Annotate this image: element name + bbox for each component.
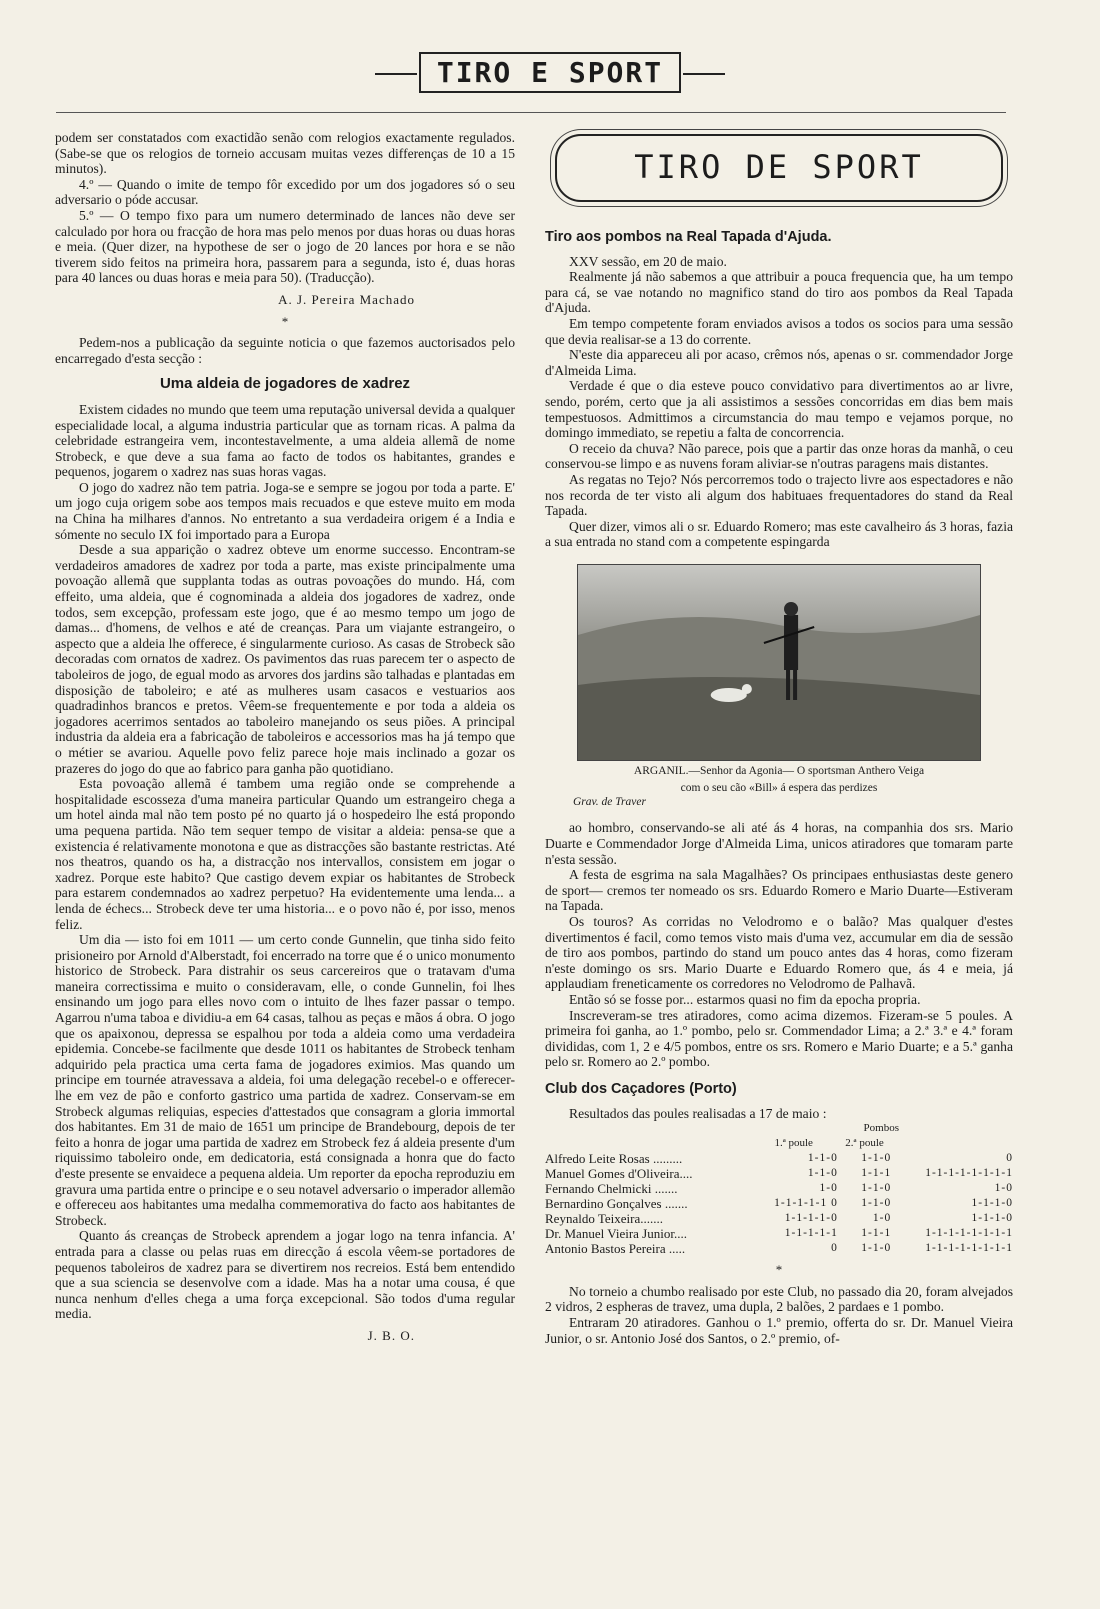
poule-result: 1-1-1-1-1-1-1-1 (925, 1167, 1013, 1180)
section-banner: TIRO DE SPORT (555, 134, 1003, 202)
shooter-name: Bernardino Gonçalves ....... (545, 1196, 688, 1212)
article-title: Uma aldeia de jogadores de xadrez (159, 375, 411, 393)
poule-result: 1-1-1-1-1 (784, 1227, 838, 1240)
paragraph: Um dia — isto foi em 1011 — um certo conde Gunnelin, que tinha sido feito prisioneiro por Arnold d'Alberstadt, foi encerrado na torre que é o unico monumento historico de Strobeck. Para distrahir os seus carcereiros que o tratavam d'uma maneira correctissima e muito o consideravam, elle, o conde Gunnelin, foi lhes ensinando um jogo para elles novo com o intuito de lhes fazer passar o tempo. Agarrou n'uma taboa e dividiu-a em 64 casas, talhou as peças e mãos á obra. O jogo que os apaixonou, depressa se espalhou por toda a aldeia como uma verdadeira epidemia. Concebe-se facilmente que desde 1011 os habitantes de Strobeck tenham adquirido pela practica uma certa fama de jogadores eximios. Mas quando um principe em tournée atravessava a aldeia, foi uma delegação recebel-o e offerecer-lhe em vez de pão e conforto gastrico uma partida de xadrez. Conservam-se em Strobeck algumas reliquias, especies d'attestados que consagram a gloria immortal dos habitantes. Em 31 de maio de 1651 um principe de Brandebourg, depois de ter feito a honra de jogar uma partida de xadrez em Strobeck fez á aldeia presente d'um riquissimo taboleiro onde, em dedicatoria, está consignada a honra que do facto d'este presente se envaidece a pequena aldeia. Um reporter da epocha reproduziu em gravura uma partida entre o principe e o seu notavel adversario o imperador allemão e offereceu aos habitantes uma medalha commemorativa do facto aos habitantes de Strobeck. (55, 932, 515, 1228)
paragraph: 5.º — O tempo fixo para um numero determinado de lances não deve ser calculado por hora ou fracção de hora mas pelo menos por duas horas ou duas horas e meia. (Quer dizer, na hypothese de ser o jogo de 20 lances por hora e se não tiverem sido feitos na primeira hora, passarem para a segunda, isto é, duas horas para 40 lances ou duas horas e meia para 50). (Traducção). (55, 207, 515, 286)
paragraph: O jogo do xadrez não tem patria. Joga-se e sempre se jogou por toda a parte. E' um jogo cuja origem sobe aos tempos mais recuados e que esteve muito em moda na China ha milhares d'annos. No entretanto a sua verdadeira origem é a India e sómente no seculo IX foi importado para a Europa (55, 479, 515, 542)
masthead-logo: TIRO E SPORT (419, 52, 681, 93)
poule-result: 1-1-0 (807, 1167, 838, 1180)
poule-result: 1-1-1-1-1 0 (774, 1197, 838, 1210)
table-header-pombos: Pombos (863, 1122, 899, 1135)
separator-star: * (775, 1262, 783, 1278)
poule-result: 1-1-0 (861, 1152, 892, 1165)
shooter-name: Antonio Bastos Pereira ..... (545, 1241, 686, 1257)
paragraph: Entraram 20 atiradores. Ganhou o 1.º premio, offerta do sr. Dr. Manuel Vieira Junior, o sr. Antonio José dos Santos, o 2.º premio, of- (545, 1314, 1013, 1346)
paragraph: A festa de esgrima na sala Magalhães? Os principaes enthusiastas deste genero de sport— cremos ter nomeado os srs. Eduardo Romero e Mario Duarte—Estiveram na Tapada. (545, 867, 1013, 914)
hunter-with-dog-image (578, 565, 980, 760)
poule-result: 0 (1006, 1152, 1013, 1165)
paragraph: N'este dia appareceu ali por acaso, crêmos nós, apenas o sr. commendador Jorge d'Almeida Lima. (545, 347, 1013, 378)
paragraph: podem ser constatados com exactidão senão com relogios exactamente regulados. (Sabe-se que os relogios de torneio accusam muitas vezes differenças de 10 a 15 minutos). (55, 130, 515, 177)
paragraph: Quer dizer, vimos ali o sr. Eduardo Romero; mas este cavalheiro ás 3 horas, fazia a sua entrada no stand com a competente espingarda (545, 518, 1013, 550)
section-heading: Club dos Caçadores (Porto) (545, 1080, 737, 1097)
poule-result: 1-1-0 (861, 1242, 892, 1255)
poule-result: 1-1-0 (861, 1197, 892, 1210)
paragraph: Os touros? As corridas no Velodromo e o balão? Mas qualquer d'estes divertimentos é facil, como temos visto mais d'uma vez, accumular em dia de sessão de tiro aos pombos, partindo do stand um pouco antes das 4 horas, como fizeram n'este domingo os srs. Mario Duarte e Eduardo Romero que, ás 4 e meia, já applaudiam freneticamente os corredores no Velodromo de Palhavã. (545, 914, 1013, 992)
paragraph: Realmente já não sabemos a que attribuir a pouca frequencia que, ha um tempo para cá, se vae notando no magnifico stand do tiro aos pombos da Real Tapada d'Ajuda. (545, 269, 1013, 316)
shooter-name: Fernando Chelmicki ....... (545, 1181, 678, 1197)
table-row (545, 1241, 1013, 1256)
table-header-poule2: 2.ª poule (845, 1137, 884, 1150)
paragraph: Inscreveram-se tres atiradores, como acima dizemos. Fizeram-se 5 poules. A primeira foi ganha, ao 1.º pombo, pelo sr. Commendador Lima; a 2.ª 3.ª e 4.ª foram divididas, com 1, 2 e 4/5 pombos, entre os srs. Romero e Mario Duarte; e a 5.ª ganha pelo sr. Romero ao 2.º pombo. (545, 1007, 1013, 1070)
poule-result: 1-1-1-1-1-1-1-1 (925, 1227, 1013, 1240)
poule-result: 1-1-1 (861, 1167, 892, 1180)
poule-result: 1-0 (994, 1182, 1013, 1195)
paragraph: Desde a sua apparição o xadrez obteve um enorme successo. Encontram-se verdadeiros amadores de xadrez por toda a parte, mas existe principalmente uma povoação allemã que supplanta todas as outras povoações do mundo. Há, com effeito, uma aldeia, que é cognominada a aldeia dos jogadores de xadrez, onde todos, sem excepção, professam este jogo, que é ao mesmo tempo um jogo de damas... d'homens, de velhos e até de creanças. Para um viajante estrangeiro, o aspecto que a aldeia lhe offerece, é singularmente curioso. As casas de Strobeck são decoradas com ornatos de xadrez. Os pavimentos das ruas parecem ter o aspecto de taboleiros de jogo, de egual modo as arvores dos jardins são talhadas e plantadas em disposição de taboleiro; e até as mulheres usam casacos e vestuarios aos quadradinhos brancos e pretos. Vêem-se frequentemente e por toda a aldeia os jogadores acerrimos sentados ao taboleiro manejando os seus piões. A principal industria da aldeia era a fabricação de taboleiros e accessorios mas ha já tempo que o métier se avariou. Aquelle povo feliz parece hoje mais inclinado a gozar os prazeres do jogo do que ao fabrico para ganha pão quotidiano. (55, 542, 515, 776)
photo-caption-line2: com o seu cão «Bill» á espera das perdizes (680, 781, 878, 794)
poule-result: 1-1-1-0 (971, 1197, 1013, 1210)
shooter-name: Manuel Gomes d'Oliveira.... (545, 1166, 693, 1182)
table-row (545, 1211, 1013, 1226)
paragraph: XXV sessão, em 20 de maio. (569, 253, 727, 269)
paragraph: Existem cidades no mundo que teem uma reputação universal devida a qualquer especialidade local, a alguma industria particular que as tornam ricas. A palma da celebridade estrangeira vem, incontestavelmente, a uma aldeia allemã de nome Strobeck, e que deve a sua fama ao facto de todos os habitantes, grandes e pequenos, jogarem o xadrez nas suas horas vagas. (55, 401, 515, 480)
poule-result: 1-1-1 (861, 1227, 892, 1240)
shooter-name: Dr. Manuel Vieira Junior.... (545, 1226, 687, 1242)
separator-star: * (281, 313, 289, 329)
shooter-name: Alfredo Leite Rosas ......... (545, 1151, 683, 1167)
paragraph: Resultados das poules realisadas a 17 de maio : (569, 1105, 827, 1121)
header-rule (56, 112, 1006, 113)
paragraph: Verdade é que o dia esteve pouco convidativo para divertimentos ao ar livre, sendo, porém, certo que ja ali assistimos a sessões concorridas em dias bem mais tempestuosos. Admittimos a circumstancia do mau tempo e vejamos porque, no domingo immediato, se repetiu a falta de concorrencia. (545, 378, 1013, 441)
paragraph: Quanto ás creanças de Strobeck aprendem a jogar logo na tenra infancia. A' entrada para a classe ou pelas ruas em direcção á escola vêem-se portadores de pequenos taboleiros de xadrez para se divertirem nos recreios. Está bem entendido que a sua sciencia se desenvolve com a idade. Mas ha a notar uma cousa, é que nunca nenhum d'elles chega a uma força excepcional. São todos d'uma regular media. (55, 1228, 515, 1322)
paragraph: Então só se fosse por... estarmos quasi no fim da epocha propria. (569, 992, 921, 1007)
section-heading: Tiro aos pombos na Real Tapada d'Ajuda. (545, 229, 832, 245)
paragraph: As regatas no Tejo? Nós percorremos todo o trajecto livre aos espectadores e não nos recorda de ter visto ali algum dos habituaes frequentadores do stand da Real Tapada. (545, 471, 1013, 519)
photograph (577, 564, 981, 761)
poule-result: 1-1-1-1-1-1-1-1 (925, 1242, 1013, 1255)
poule-result: 0 (831, 1242, 838, 1255)
table-row (545, 1181, 1013, 1196)
table-row (545, 1151, 1013, 1166)
paragraph: No torneio a chumbo realisado por este Club, no passado dia 20, foram alvejados 2 vidros, 2 espheras de travez, uma dupla, 2 balões, 2 pardaes e 1 pombo. (545, 1283, 1013, 1315)
shooter-name: Reynaldo Teixeira....... (545, 1211, 663, 1227)
table-header-poule1: 1.ª poule (774, 1137, 813, 1150)
poule-result: 1-1-1-0 (971, 1212, 1013, 1225)
paragraph: ao hombro, conservando-se ali até ás 4 horas, na companhia dos srs. Mario Duarte e Commendador Jorge d'Almeida Lima, unicos atiradores que tomaram parte n'esta sessão. (545, 820, 1013, 867)
paragraph: Esta povoação allemã é tambem uma região onde se comprehende a hospitalidade escosseza d'uma maneira particular Quando um estrangeiro chega a um hotel ainda mal não tem posto pé no quarto já o hospedeiro lhe está propondo uma pequena partida. Não tem sequer tempo de visitar a aldeia: pensa-se que a existencia é relativamente monotona e que as distracções são bastante restrictas. Até nos theatros, quando os ha, a distracção nos intervallos, consistem em jogar o xadrez. Porque este habito? Que castigo devem expiar os habitantes de Strobeck para estarem condemnados ao xadrez perpetuo? Ha evidentemente uma lenda... a lenda de échecs... Strobeck deve ter uma historia... e o povo não é, por isso, menos feliz. (55, 776, 515, 932)
photo-caption: ARGANIL.—Senhor da Agonia— O sportsman Anthero Veiga (633, 764, 925, 777)
paragraph: O receio da chuva? Não parece, pois que a partir das onze horas da manhã, o ceu conservou-se limpo e as nuvens foram aliviar-se n'outras paragens mais distantes. (545, 440, 1013, 472)
poule-result: 1-1-0 (807, 1152, 838, 1165)
table-row (545, 1196, 1013, 1211)
poule-result: 1-1-0 (861, 1182, 892, 1195)
poule-result: 1-0 (819, 1182, 838, 1195)
signature: J. B. O. (367, 1327, 415, 1343)
masthead (0, 52, 1100, 93)
photo-credit: Grav. de Traver (573, 795, 646, 808)
poule-result: 1-1-1-1-0 (784, 1212, 838, 1225)
table-row (545, 1226, 1013, 1241)
right-column (545, 130, 1013, 1346)
paragraph: 4.º — Quando o imite de tempo fôr excedido por um dos jogadores só o seu adversario o póde accusar. (55, 176, 515, 208)
signature: A. J. Pereira Machado (278, 291, 415, 307)
poule-result: 1-0 (872, 1212, 892, 1225)
paragraph: Pedem-nos a publicação da seguinte noticia o que fazemos auctorisados pelo encarregado d'esta secção : (55, 335, 515, 366)
results-table (545, 1121, 1013, 1256)
table-row (545, 1166, 1013, 1181)
paragraph: Em tempo competente foram enviados avisos a todos os socios para uma sessão que devia realisar-se a 13 do corrente. (545, 315, 1013, 347)
left-column (55, 130, 515, 1350)
